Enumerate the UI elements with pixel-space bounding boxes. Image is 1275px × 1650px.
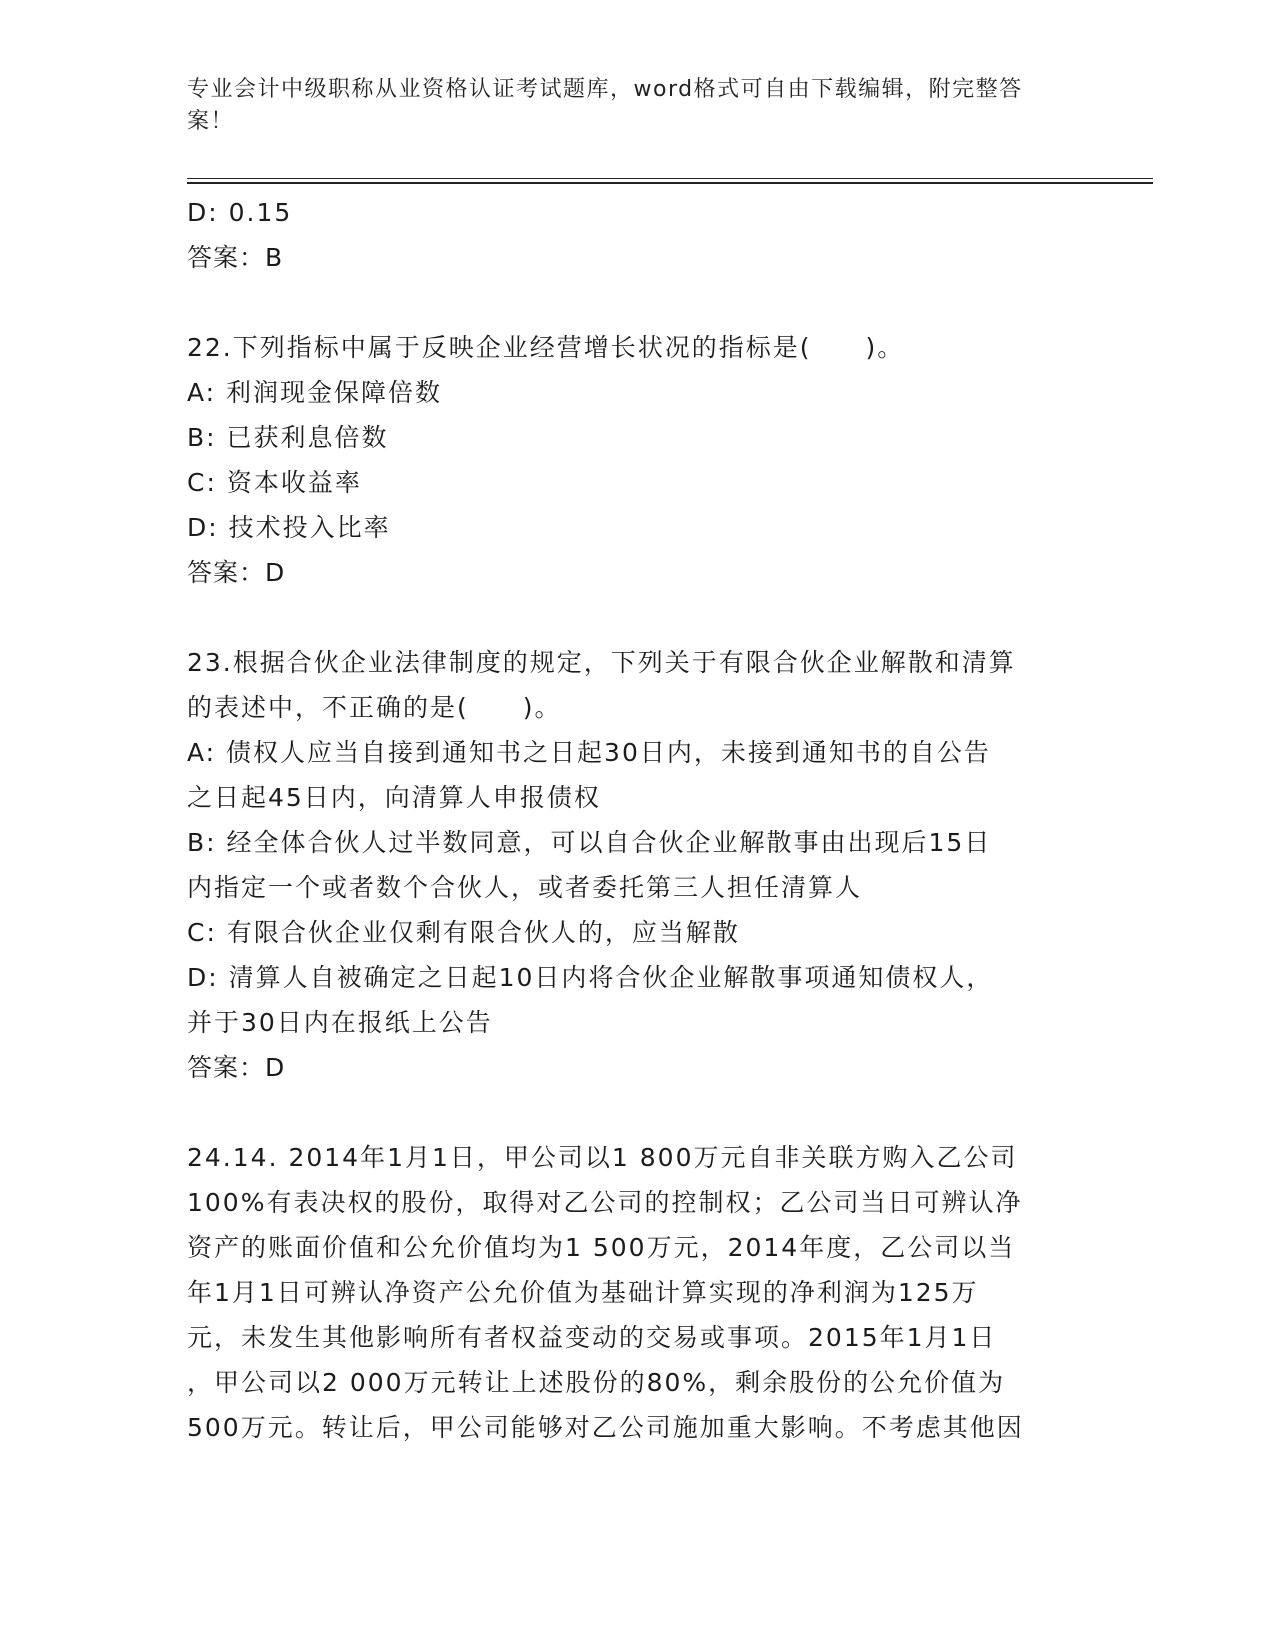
q23-answer: 答案：D (187, 1053, 286, 1082)
q23-option-b-line-1: B: 经全体合伙人过半数同意，可以自合伙企业解散事由出现后15日 (187, 828, 992, 857)
q23-option-a-line-2: 之日起45日内，向清算人申报债权 (187, 783, 601, 812)
q23-option-d-line-2: 并于30日内在报纸上公告 (187, 1008, 493, 1037)
q22-option-b: B: 已获利息倍数 (187, 423, 389, 452)
q23-option-a-line-1: A: 债权人应当自接到通知书之日起30日内，未接到通知书的自公告 (187, 738, 991, 767)
document-body (187, 190, 1087, 1450)
q21-answer: 答案：B (187, 243, 284, 272)
q23-option-b-line-2: 内指定一个或者数个合伙人，或者委托第三人担任清算人 (187, 873, 863, 902)
header-line-1: 专业会计中级职称从业资格认证考试题库，word格式可自由下载编辑，附完整答 (187, 77, 1023, 102)
q23-option-d-line-1: D: 清算人自被确定之日起10日内将合伙企业解散事项通知债权人， (187, 963, 994, 992)
q22-option-a: A: 利润现金保障倍数 (187, 378, 443, 407)
q24-line-6: ，甲公司以2 000万元转让上述股份的80%，剩余股份的公允价值为 (187, 1368, 1006, 1397)
q24-line-2: 100%有表决权的股份，取得对乙公司的控制权；乙公司当日可辨认净 (187, 1188, 1023, 1217)
question-22 (187, 325, 1087, 595)
q23-option-c: C: 有限合伙企业仅剩有限合伙人的，应当解散 (187, 918, 740, 947)
question-23 (187, 640, 1087, 1090)
page-header (187, 74, 1067, 138)
q22-option-c: C: 资本收益率 (187, 468, 362, 497)
q24-line-7: 500万元。转让后，甲公司能够对乙公司施加重大影响。不考虑其他因 (187, 1413, 1024, 1442)
q24-line-5: 元，未发生其他影响所有者权益变动的交易或事项。2015年1月1日 (187, 1323, 997, 1352)
q22-answer: 答案：D (187, 558, 286, 587)
spacer (187, 595, 1087, 640)
header-divider-thick (187, 182, 1153, 184)
q24-line-3: 资产的账面价值和公允价值均为1 500万元，2014年度，乙公司以当 (187, 1233, 1016, 1262)
q24-line-4: 年1月1日可辨认净资产公允价值为基础计算实现的净利润为125万 (187, 1278, 979, 1307)
header-divider-thin (187, 178, 1153, 179)
q22-stem: 22.下列指标中属于反映企业经营增长状况的指标是( )。 (187, 333, 905, 362)
spacer (187, 280, 1087, 325)
spacer (187, 1090, 1087, 1135)
q22-option-d: D: 技术投入比率 (187, 513, 391, 542)
q24-line-1: 24.14. 2014年1月1日，甲公司以1 800万元自非关联方购入乙公司 (187, 1143, 1018, 1172)
q23-stem-line-1: 23.根据合伙企业法律制度的规定，下列关于有限合伙企业解散和清算 (187, 648, 1016, 677)
header-line-2: 案！ (187, 109, 235, 134)
q23-stem-line-2: 的表述中，不正确的是( )。 (187, 693, 562, 722)
question-24 (187, 1135, 1087, 1450)
question-21-tail (187, 190, 1087, 280)
q21-option-d: D: 0.15 (187, 198, 293, 227)
